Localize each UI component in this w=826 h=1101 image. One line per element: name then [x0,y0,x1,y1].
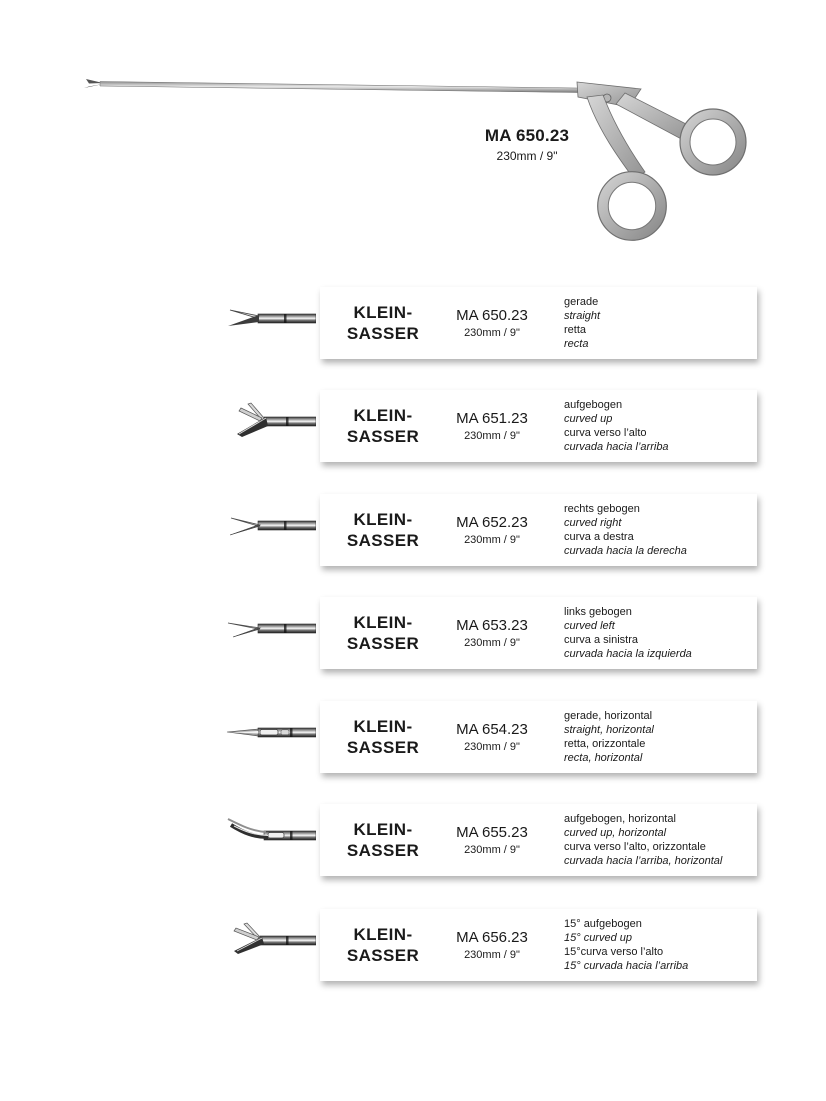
descriptions [564,502,687,558]
brand-name [320,819,446,861]
brand-line: KLEIN- [353,925,413,944]
hero-model-number: MA 650.23 [484,126,570,145]
tip-curved-right-icon [224,506,316,546]
hero-label [447,126,607,163]
description-line: aufgebogen, horizontal [564,813,676,825]
description-line: curvada hacia l’arriba, horizontal [564,855,723,867]
description-line: straight [564,310,601,322]
model-column [446,410,538,442]
description-line: links gebogen [564,606,632,618]
model-size: 230mm / 9" [464,430,520,442]
model-number: MA 652.23 [456,514,528,531]
product-card [320,390,757,462]
product-row [0,701,826,773]
product-row [0,287,826,359]
description-line: curved left [564,620,615,632]
description-line: straight, horizontal [564,724,654,736]
model-size: 230mm / 9" [464,741,520,753]
brand-line: KLEIN- [353,406,413,425]
description-line: curvada hacia l’arriba [564,441,669,453]
brand-name [320,612,446,654]
model-size: 230mm / 9" [464,949,520,961]
model-number: MA 654.23 [456,721,528,738]
tip-curved-up-horizontal-icon [224,816,316,856]
description-line: 15° aufgebogen [564,918,642,930]
model-number: MA 653.23 [456,617,528,634]
descriptions [564,605,692,661]
description-line: curvada hacia la izquierda [564,648,692,660]
brand-line: SASSER [346,634,420,653]
model-size: 230mm / 9" [464,534,520,546]
model-number: MA 655.23 [456,824,528,841]
product-row [0,494,826,566]
description-line: 15° curvada hacia l’arriba [564,960,689,972]
brand-line: SASSER [346,427,420,446]
brand-line: SASSER [346,841,420,860]
description-line: retta, orizzontale [564,738,646,750]
description-line: 15° curved up [564,932,632,944]
product-row [0,909,826,981]
product-row [0,390,826,462]
description-line: 15°curva verso l’alto [564,946,664,958]
model-number: MA 656.23 [456,929,528,946]
model-size: 230mm / 9" [464,844,520,856]
model-column [446,617,538,649]
brand-line: SASSER [346,946,420,965]
brand-line: KLEIN- [353,820,413,839]
description-line: curved up [564,413,613,425]
model-column [446,824,538,856]
brand-name [320,302,446,344]
product-card [320,909,757,981]
model-size: 230mm / 9" [464,327,520,339]
description-line: retta [564,324,587,336]
product-card [320,701,757,773]
product-card [320,804,757,876]
brand-line: SASSER [346,324,420,343]
descriptions [564,398,669,454]
instrument-photo [80,52,780,247]
model-column [446,514,538,546]
description-line: rechts gebogen [564,503,640,515]
description-line: curvada hacia la derecha [564,545,687,557]
description-line: curved up, horizontal [564,827,667,839]
descriptions [564,709,654,765]
tip-curved-up-icon [224,402,316,442]
description-line: gerade, horizontal [564,710,653,722]
brand-line: SASSER [346,531,420,550]
model-column [446,929,538,961]
model-number: MA 651.23 [456,410,528,427]
product-card [320,494,757,566]
product-row [0,804,826,876]
product-card [320,287,757,359]
model-number: MA 650.23 [456,307,528,324]
description-line: aufgebogen [564,399,623,411]
description-line: recta, horizontal [564,752,643,764]
brand-line: SASSER [346,738,420,757]
descriptions [564,812,722,868]
brand-name [320,405,446,447]
model-column [446,307,538,339]
description-line: curved right [564,517,622,529]
descriptions [564,917,688,973]
tip-15-curved-up-icon [224,921,316,961]
description-line: gerade [564,296,599,308]
brand-name [320,924,446,966]
model-column [446,721,538,753]
product-row [0,597,826,669]
brand-line: KLEIN- [353,510,413,529]
brand-line: KLEIN- [353,613,413,632]
description-line: curva verso l’alto, orizzontale [564,841,706,853]
description-line: recta [564,338,589,350]
product-card [320,597,757,669]
tip-straight-icon [224,299,316,339]
hero-model-size: 230mm / 9" [496,149,558,163]
description-line: curva a sinistra [564,634,638,646]
model-size: 230mm / 9" [464,637,520,649]
brand-name [320,509,446,551]
descriptions [564,295,600,351]
description-line: curva verso l’alto [564,427,647,439]
brand-name [320,716,446,758]
brand-line: KLEIN- [353,303,413,322]
brand-line: KLEIN- [353,717,413,736]
tip-curved-left-icon [224,609,316,649]
description-line: curva a destra [564,531,634,543]
tip-straight-horizontal-icon [224,713,316,753]
